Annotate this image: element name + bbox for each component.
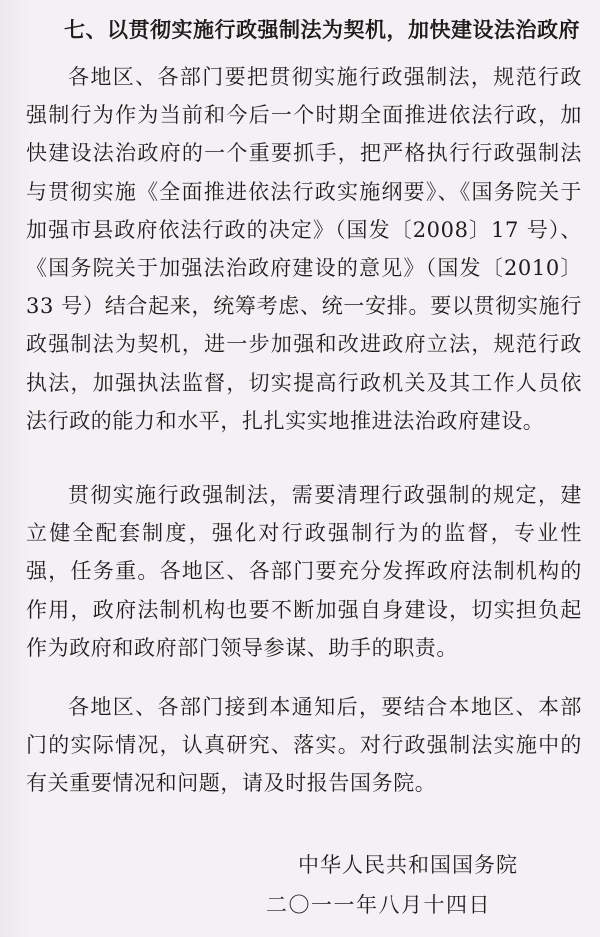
section-heading: 七、以贯彻实施行政强制法为契机，加快建设法治政府 <box>64 18 580 42</box>
paragraph-2: 贯彻实施行政强制法，需要清理行政强制的规定，建立健全配套制度，强化对行政强制行为的监督，专业性强，任务重。各地区、各部门要充分发挥政府法制机构的作用，政府法制机构也要不断加强自身建设，切实担负起作为政府和政府部门领导参谋、助手的职责。 <box>26 483 582 660</box>
signature-date: 二〇一一年八月十四日 <box>266 893 491 917</box>
paragraph-3: 各地区、各部门接到本通知后，要结合本地区、本部门的实际情况，认真研究、落实。对行政强制法实施中的有关重要情况和问题，请及时报告国务院。 <box>26 695 582 796</box>
signature-issuer: 中华人民共和国国务院 <box>298 853 518 877</box>
paragraph-1: 各地区、各部门要把贯彻实施行政强制法，规范行政强制行为作为当前和今后一个时期全面推进依法行政，加快建设法治政府的一个重要抓手，把严格执行行政强制法与贯彻实施《全面推进依法行政实施纲要》、《国务院关于加强市县政府依法行政的决定》（国发〔2008〕17 号）、《国务院关于加强法治政府建设的意见》（国发〔2010〕33 号）结合起来，统筹考虑、统一安排。要以贯彻实施行政强制法为契机，进一步加强和改进政府立法，规范行政执法，加强执法监督，切实提高行政机关及其工作人员依法行政的能力和水平，扎扎实实地推进法治政府建设。 <box>26 65 582 433</box>
